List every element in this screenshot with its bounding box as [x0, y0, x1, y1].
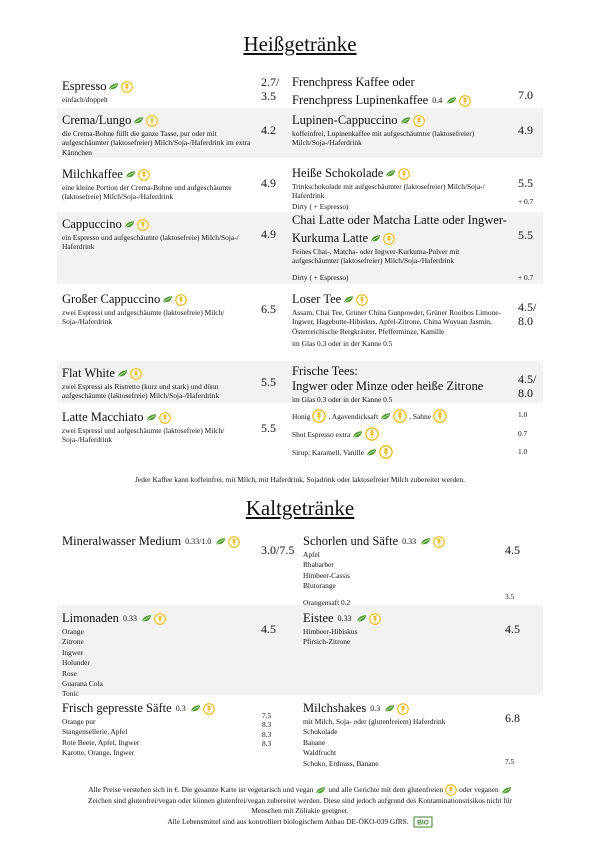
menu-item-loser-tee — [292, 292, 507, 349]
item-line: Waldfrucht — [303, 748, 337, 758]
item-price: 4.5 — [505, 543, 520, 557]
footer-line-1b: und alle Gerichte mit dem glutenfreien — [328, 785, 444, 794]
item-name: Cappuccino — [62, 217, 122, 231]
item-size: 0.33 — [402, 537, 417, 546]
vegan-leaf-icon — [384, 704, 395, 713]
vegan-leaf-icon — [125, 170, 136, 179]
item-price: 4.9 — [518, 123, 533, 137]
vegan-leaf-icon — [400, 116, 411, 125]
item-name: Lupinen-Cappuccino — [292, 113, 398, 127]
line-price: 7.5 — [262, 711, 272, 720]
item-name: Heiße Schokolade — [292, 166, 384, 180]
menu-item-flat-white — [62, 366, 252, 401]
gluten-free-icon — [365, 427, 379, 441]
footer — [60, 784, 540, 828]
addon-shot: Shot Espresso extra — [292, 429, 351, 439]
item-name: Chai Latte oder Matcha Latte oder Ingwer- — [292, 213, 507, 227]
addons — [292, 408, 507, 460]
vegan-leaf-icon — [420, 537, 431, 546]
bio-seal-label: BIO — [416, 819, 429, 827]
item-price: 4.5/ 8.0 — [518, 372, 537, 400]
item-name: Schorlen und Säfte — [303, 534, 399, 548]
item-extra: im Glas 0.3 oder in der Kanne 0.5 — [292, 395, 393, 404]
item-price: 3.0/7.5 — [261, 543, 295, 557]
item-line: Tonic — [62, 689, 79, 699]
item-desc: koffeinfrei, Lupinenkaffee mit aufgeschäumter (laktosefreier) Milch/Soja-/Haferdrink — [292, 129, 475, 148]
gluten-free-icon — [413, 115, 425, 127]
item-price: 4.5 — [261, 622, 276, 636]
gluten-free-icon — [137, 219, 149, 231]
vegan-leaf-icon — [356, 614, 367, 623]
gluten-free-icon — [154, 613, 166, 625]
menu-item-lupinen-cappuccino — [292, 113, 507, 148]
gluten-free-icon — [130, 368, 142, 380]
item-line: Rote Beete, Apfel, Ingwer — [62, 737, 140, 747]
item-name: Mineralwasser Medium — [62, 534, 182, 548]
footer-line-1a: Alle Preise verstehen sich in €. Die gesamte Karte ist vegetarisch und vegan — [88, 785, 314, 794]
menu-item-crema — [62, 113, 252, 157]
item-line: Rose — [62, 668, 77, 678]
vegan-leaf-icon — [190, 704, 201, 713]
vegan-leaf-icon — [380, 412, 391, 421]
gluten-free-icon — [312, 409, 326, 423]
gluten-free-icon — [397, 703, 409, 715]
item-name: Großer Cappuccino — [62, 292, 161, 306]
item-extra: Dirty ( + Espresso) — [292, 201, 349, 211]
item-name: Frisch gepresste Säfte — [62, 701, 172, 715]
vegan-leaf-icon — [124, 220, 135, 229]
menu-item-frenchpress — [292, 75, 507, 108]
gluten-free-icon — [433, 409, 447, 423]
item-name: Espresso — [62, 79, 107, 93]
item-size: 0.33/1.0 — [185, 537, 212, 546]
gluten-free-icon — [459, 95, 471, 107]
item-name: Frische Tees: — [292, 364, 358, 378]
item-line: Orange — [62, 627, 84, 636]
cold-drinks-title: Kaltgetränke — [245, 496, 355, 520]
item-line: Himbeer-Cassis — [303, 570, 351, 580]
item-name: Frenchpress Lupinenkaffee — [292, 93, 429, 107]
item-line: Blutorange — [303, 581, 336, 591]
item-price: 4.5/ 8.0 — [518, 300, 537, 328]
footer-line-4: Alle Lebensmittel sind aus kontrolliert biologischem Anbau DE-ÖKO-039 GfRS. — [167, 817, 409, 826]
gluten-free-icon — [228, 536, 240, 548]
line-price: 8.3 — [262, 739, 272, 749]
vegan-leaf-icon — [446, 96, 457, 105]
line-price: 8.3 — [262, 729, 272, 739]
item-name: Ingwer oder Minze oder heiße Zitrone — [292, 379, 484, 393]
menu-item-heisse-schokolade — [292, 166, 507, 211]
item-line: mit Milch, Soja- oder (glutenfreiem) Haferdrink — [303, 717, 446, 726]
addon-price-2: 0.7 — [518, 429, 528, 438]
item-line: Stangensellerie, Apfel — [62, 727, 128, 737]
item-line: Banane — [303, 737, 326, 747]
menu-item-grosser-cappuccino — [62, 292, 252, 327]
item-extra-price: + 0.7 — [518, 273, 534, 282]
gluten-free-icon — [445, 784, 457, 796]
gluten-free-icon — [146, 115, 158, 127]
item-size: 0.33 — [337, 614, 352, 623]
vegan-leaf-icon — [133, 116, 144, 125]
menu-item-latte-macchiato — [62, 410, 252, 445]
vegan-leaf-icon — [117, 369, 128, 378]
item-name: Flat White — [62, 366, 115, 380]
item-name: Limonaden — [62, 611, 119, 625]
item-extra-price: 7.5 — [505, 757, 515, 766]
item-size: 0.33 — [122, 614, 137, 623]
menu-item-cappuccino — [62, 217, 252, 252]
item-size: 0.4 — [432, 96, 443, 105]
item-line: Zitrone — [62, 637, 84, 647]
menu-item-milchkaffee — [62, 167, 252, 202]
menu-item-schorlen — [303, 534, 503, 607]
item-name: Milchshakes — [303, 701, 367, 715]
item-price: 6.5 — [261, 302, 276, 316]
addon-sahne: , Sahne — [409, 411, 431, 421]
vegan-leaf-icon — [352, 430, 363, 439]
item-name: Frenchpress Kaffee oder — [292, 75, 415, 89]
item-name: Milchkaffee — [62, 167, 123, 181]
item-line: Orange pur — [62, 717, 96, 726]
vegan-leaf-icon — [215, 537, 226, 546]
item-desc: einfach/doppelt — [62, 95, 108, 104]
gluten-free-icon — [138, 169, 150, 181]
item-line: Holunder — [62, 658, 90, 668]
item-price: 2.7/ 3.5 — [261, 75, 280, 103]
item-price: 5.5 — [518, 228, 533, 242]
item-line: Apfel — [303, 550, 320, 559]
vegan-leaf-icon — [366, 448, 377, 457]
menu-item-mineralwasser — [62, 534, 262, 549]
item-line: Himbeer-Hibiskus — [303, 627, 358, 636]
item-extra: Orangensaft 0.2 — [303, 597, 351, 607]
vegan-leaf-icon — [162, 295, 173, 304]
item-extra: Dirty ( + Espresso) — [292, 272, 349, 282]
item-desc: Assam, Chai Tee, Grüner China Gunpowder, Grüner Rooibos Limone-Ingwer, Hagebutte-Hibiskus, Apfel-Zitrone, China Wuyuan Jasmin, Österreichische Bergkräuter, Pfefferminze, Kamille — [292, 308, 502, 336]
item-line: Ingwer — [62, 647, 83, 657]
item-price: 6.8 — [505, 711, 520, 725]
item-desc: zwei Espressi und aufgeschäumte (laktosefreie) Milch/ Soja-/Haferdrink — [62, 308, 225, 327]
gluten-free-icon — [398, 168, 410, 180]
vegan-leaf-icon — [146, 413, 157, 422]
item-name: Kurkuma Latte — [292, 231, 369, 245]
item-name: Eistee — [303, 611, 334, 625]
item-desc: die Crema-Bohne füllt die ganze Tasse, pur oder mit aufgeschäumter (laktosefreier) Milch/Soja-/Haferdrink im extra Kännchen — [62, 129, 251, 157]
item-price: 5.5 — [261, 375, 276, 389]
footer-line-2: Zeichen sind glutenfrei/vegan oder können glutenfrei/vegan zubereitet werden. Diese sind jedoch aufgrund des Kontaminationsrisikos nicht für — [87, 796, 512, 805]
item-line: Pfirsich-Zitrone — [303, 637, 351, 647]
bio-seal-icon — [413, 816, 433, 828]
menu-item-limonaden — [62, 611, 262, 699]
addon-honig: Honig — [292, 411, 311, 421]
item-desc: zwei Espressi als Ristretto (kurz und stark) und dünn aufgeschäumte (laktosefreie) Milch/Soja-/Haferdrink — [62, 382, 220, 401]
gluten-free-icon — [356, 294, 368, 306]
item-price: 4.9 — [261, 176, 276, 190]
menu-item-eistee — [303, 611, 503, 647]
menu-item-milchshakes — [303, 701, 503, 768]
item-line: Schokolade — [303, 727, 338, 737]
item-line: Schoko, Erdnuss, Banane — [303, 758, 379, 768]
item-desc: Trinkschokolade mit aufgeschäumter (laktosefreier) Milch/Soja-/ Haferdrink — [292, 182, 485, 201]
hot-drinks-title: Heißgetränke — [243, 32, 357, 56]
gluten-free-icon — [175, 294, 187, 306]
gluten-free-icon — [203, 703, 215, 715]
item-price: 4.2 — [261, 123, 276, 137]
item-extra-price: 3.5 — [505, 592, 515, 601]
vegan-leaf-icon — [315, 786, 326, 795]
item-desc: ein Espresso und aufgeschäumte (laktosefreie) Milch/Soja-/ Haferdrink — [62, 233, 239, 252]
hot-drinks-note: Jeder Kaffee kann koffeinfrei, mit Milch, mit Haferdrink, Sojadrink oder laktosefreier Milch zubereitet werden. — [135, 475, 465, 484]
item-price: 5.5 — [518, 176, 533, 190]
gluten-free-icon — [393, 409, 407, 423]
vegan-leaf-icon — [501, 786, 512, 795]
item-size: 0.3 — [370, 704, 381, 713]
item-desc: Feines Chai-, Matcha- oder Ingwer-Kurkuma-Pulver mit aufgeschäumter (laktosefreier) Milch/Soja-/Haferdrink — [292, 247, 460, 266]
addon-price-3: 1.0 — [518, 447, 528, 456]
gluten-free-icon — [433, 536, 445, 548]
item-name: Latte Macchiato — [62, 410, 144, 424]
vegan-leaf-icon — [370, 234, 381, 243]
vegan-leaf-icon — [385, 169, 396, 178]
item-name: Loser Tee — [292, 292, 342, 306]
item-desc: eine kleine Portion der Crema-Bohne und aufgeschäumte (laktosefreie) Milch/Soja-/Haferdrink — [62, 183, 232, 202]
item-line: Guarana Cola — [62, 679, 103, 689]
gluten-free-icon — [121, 81, 133, 93]
item-size: 0.3 — [175, 704, 186, 713]
item-name: Crema/Lungo — [62, 113, 132, 127]
item-extra-price: + 0.7 — [518, 197, 534, 206]
item-extra: im Glas 0.3 oder in der Kanne 0.5 — [292, 339, 393, 349]
item-price: 7.0 — [518, 88, 533, 102]
menu-item-espresso — [62, 79, 252, 104]
addon-price-1: 1.0 — [518, 410, 528, 419]
item-desc: zwei Espressi und aufgeschäumte (laktosefreie) Milch/ Soja-/Haferdrink — [62, 426, 225, 445]
gluten-free-icon — [159, 412, 171, 424]
footer-line-1c: oder veganen — [459, 785, 499, 794]
item-line: Rhabarber — [303, 560, 334, 570]
menu-item-frische-tees — [292, 364, 507, 404]
item-line: Karotte, Orange, Ingwer — [62, 748, 135, 758]
item-price: 4.5 — [505, 622, 520, 636]
footer-line-3: Menschen mit Zöliakie geeignet. — [251, 806, 349, 815]
item-price: 5.5 — [261, 421, 276, 435]
item-prices — [262, 711, 271, 749]
gluten-free-icon — [379, 445, 393, 459]
line-price: 8.3 — [262, 720, 272, 730]
vegan-leaf-icon — [343, 295, 354, 304]
menu-item-frisch-gepresste-saefte — [62, 701, 262, 758]
gluten-free-icon — [383, 233, 395, 245]
menu-item-chai-latte — [292, 213, 507, 282]
addon-sirup: Sirup: Karamell, Vanille — [292, 447, 364, 457]
vegan-leaf-icon — [141, 614, 152, 623]
gluten-free-icon — [369, 613, 381, 625]
item-price: 4.9 — [261, 227, 276, 241]
addon-agaven: , Agavendicksaft — [328, 411, 379, 421]
vegan-leaf-icon — [108, 82, 119, 91]
